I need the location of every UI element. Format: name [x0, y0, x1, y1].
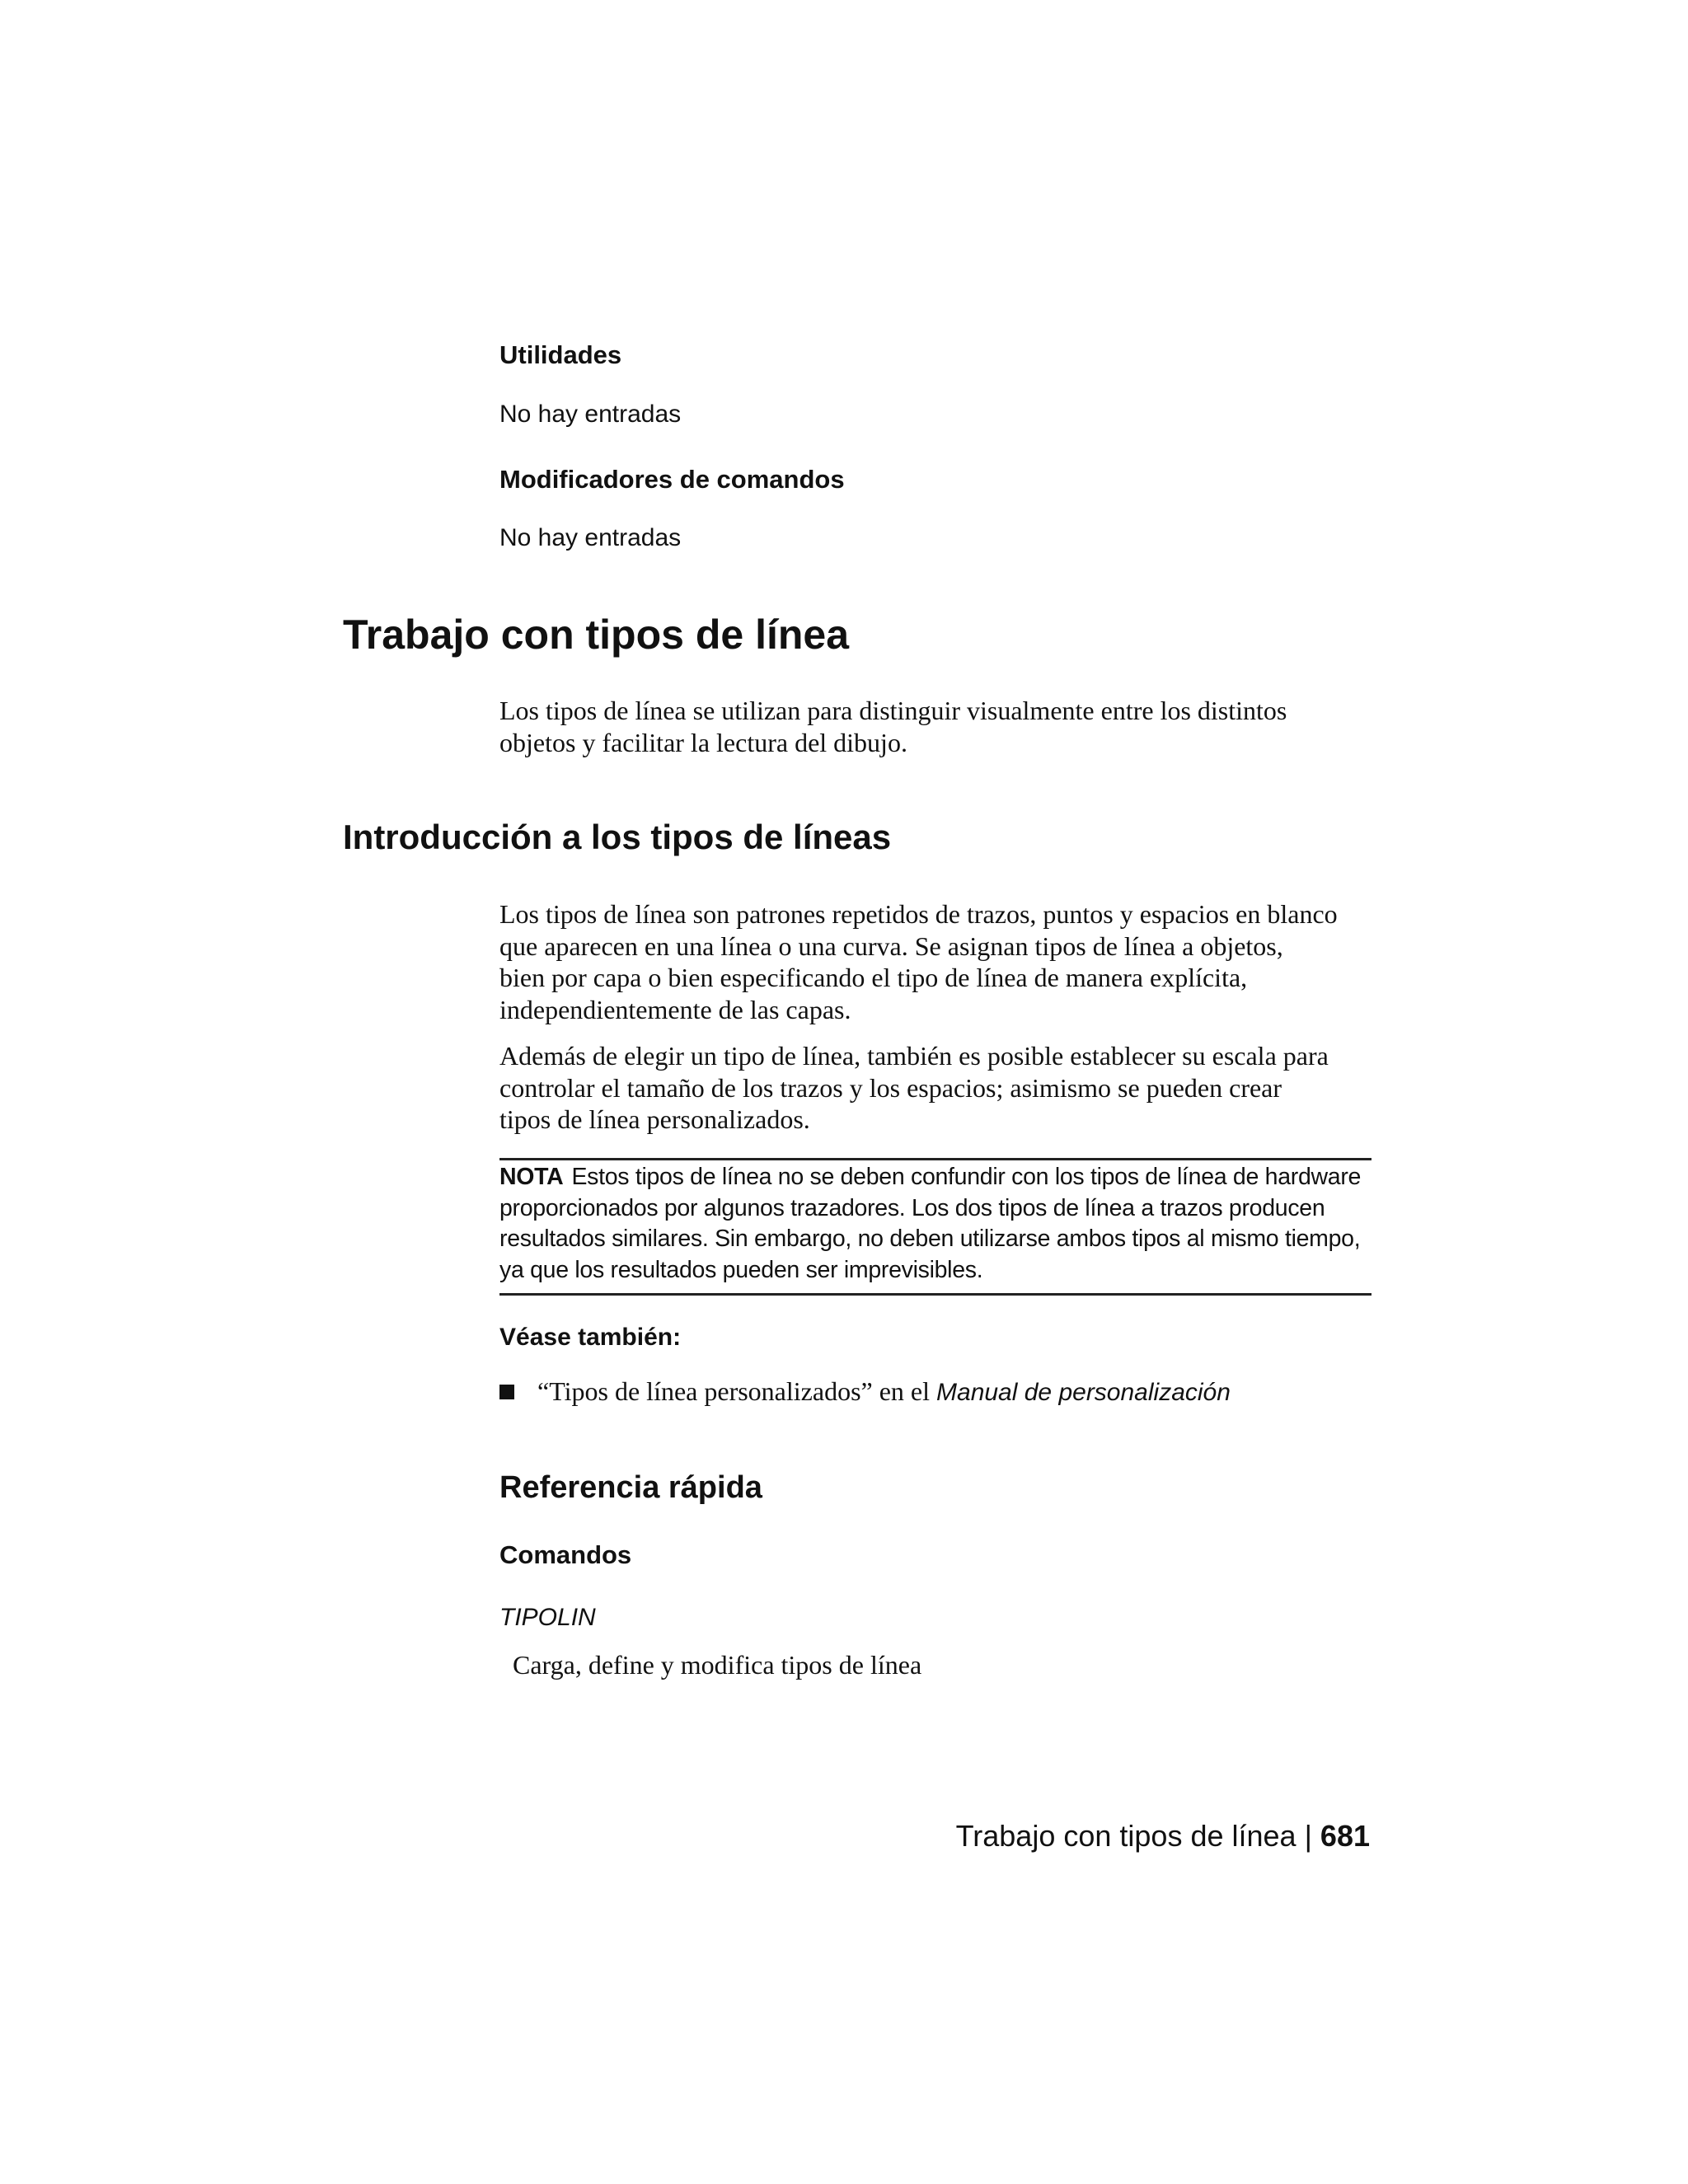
command-modifiers-heading: Modificadores de comandos [499, 465, 845, 494]
see-also-heading: Véase también: [499, 1324, 682, 1351]
note-line: proporcionados por algunos trazadores. Los dos tipos de línea a trazos producen [499, 1194, 1325, 1221]
see-also-item-text: “Tipos de línea personalizados” en el [537, 1376, 937, 1406]
intro-line: objetos y facilitar la lectura del dibujo. [499, 727, 907, 757]
paragraph-line: Los tipos de línea son patrones repetidos de trazos, puntos y espacios en blanco [499, 899, 1338, 929]
bullet-square-icon [499, 1385, 514, 1399]
paragraph-line: que aparecen en una línea o una curva. Se asignan tipos de línea a objetos, [499, 930, 1283, 961]
commands-heading: Comandos [499, 1540, 632, 1569]
note-line: Estos tipos de línea no se deben confundir con los tipos de línea de hardware [571, 1164, 1362, 1190]
main-section-intro [499, 695, 1373, 758]
paragraph-line: bien por capa o bien especificando el tipo de línea de manera explícita, [499, 963, 1248, 992]
page-footer [956, 1818, 1370, 1854]
see-also-item-italic: Manual de personalización [936, 1379, 1231, 1406]
sub-section-title: Introducción a los tipos de líneas [343, 818, 892, 856]
utilities-text: No hay entradas [499, 401, 682, 428]
note-line: ya que los resultados pueden ser imprevisibles. [499, 1256, 983, 1283]
footer-separator: | [1304, 1819, 1312, 1853]
quick-reference-title: Referencia rápida [499, 1470, 762, 1505]
command-name: TIPOLIN [499, 1604, 596, 1631]
note-block [499, 1162, 1373, 1286]
sub-section-paragraph-2 [499, 1040, 1373, 1136]
note-line-first [499, 1162, 1373, 1193]
paragraph-line: independientemente de las capas. [499, 994, 851, 1024]
note-line: resultados similares. Sin embargo, no deben utilizarse ambos tipos al mismo tiempo, [499, 1226, 1361, 1252]
intro-line: Los tipos de línea se utilizan para distinguir visualmente entre los distintos [499, 696, 1287, 725]
command-modifiers-text: No hay entradas [499, 524, 682, 551]
command-description: Carga, define y modifica tipos de línea [513, 1650, 922, 1680]
note-top-rule [499, 1158, 1372, 1160]
note-label: NOTA [499, 1164, 564, 1190]
footer-chapter: Trabajo con tipos de línea [955, 1819, 1296, 1853]
note-bottom-rule [499, 1293, 1372, 1296]
paragraph-line: Además de elegir un tipo de línea, también es posible establecer su escala para [499, 1041, 1329, 1071]
main-section-title: Trabajo con tipos de línea [343, 612, 850, 658]
page-number: 681 [1320, 1819, 1370, 1853]
paragraph-line: controlar el tamaño de los trazos y los espacios; asimismo se pueden crear [499, 1072, 1282, 1103]
see-also-item[interactable] [537, 1375, 1231, 1409]
utilities-heading: Utilidades [499, 340, 622, 369]
sub-section-paragraph-1 [499, 898, 1373, 1025]
paragraph-line: tipos de línea personalizados. [499, 1104, 810, 1134]
